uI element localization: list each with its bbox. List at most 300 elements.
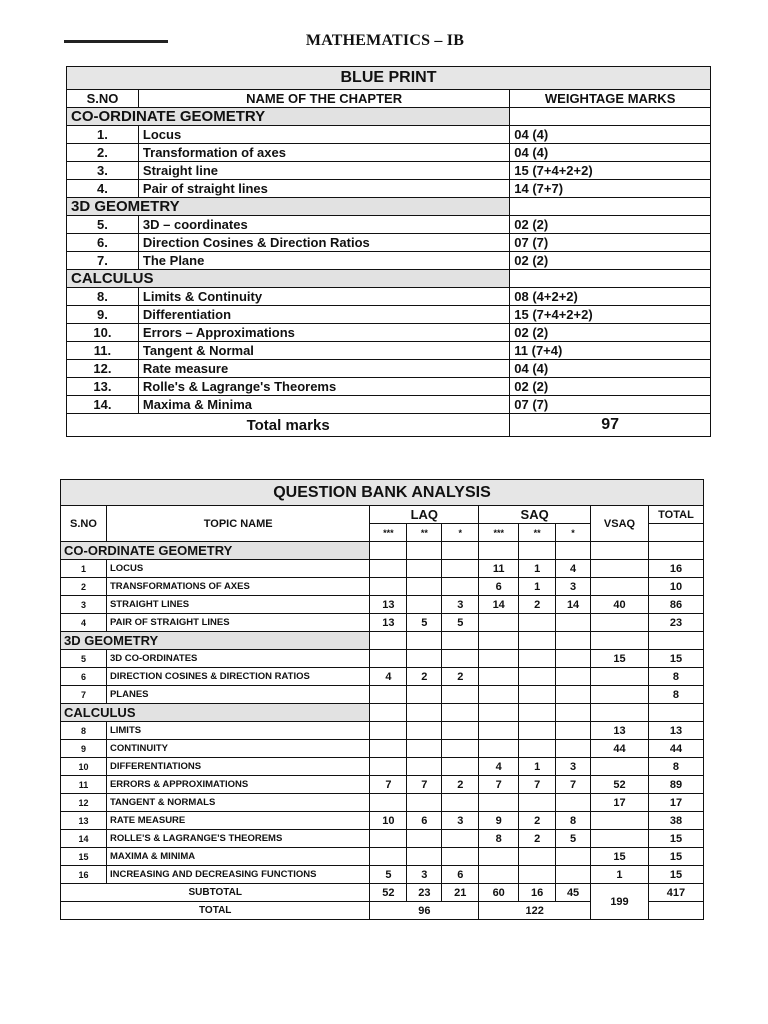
qb-laq2-value (407, 848, 442, 866)
qb-saq1-value (556, 668, 591, 686)
qb-laq1-value (442, 794, 479, 812)
chapter-row (67, 324, 711, 342)
qb-topic-name: INCREASING AND DECREASING FUNCTIONS (106, 866, 369, 884)
header-chapter: NAME OF THE CHAPTER (138, 90, 509, 108)
chapter-sno: 10. (67, 324, 139, 342)
qb-topic-name: MAXIMA & MINIMA (106, 848, 369, 866)
qb-topic-row (61, 686, 704, 704)
qb-saq3-value: 8 (479, 830, 519, 848)
subtotal-total: 417 (648, 884, 703, 902)
chapter-row (67, 234, 711, 252)
qb-laq3-value: 10 (370, 812, 407, 830)
qb-topic-row (61, 830, 704, 848)
qb-topic-sno: 14 (61, 830, 107, 848)
qb-saq2-value (519, 686, 556, 704)
saq-2-star-header: ** (519, 524, 556, 542)
chapter-marks: 04 (4) (510, 144, 711, 162)
qb-saq2-value: 1 (519, 758, 556, 776)
subtotal-saq2: 16 (519, 884, 556, 902)
chapter-sno: 14. (67, 396, 139, 414)
qb-laq3-value (370, 686, 407, 704)
qb-laq1-value (442, 578, 479, 596)
qb-saq1-value (556, 650, 591, 668)
qb-laq2-value: 7 (407, 776, 442, 794)
chapter-sno: 6. (67, 234, 139, 252)
qb-blank-cell (556, 704, 591, 722)
chapter-marks: 15 (7+4+2+2) (510, 306, 711, 324)
total-marks-label: Total marks (67, 414, 510, 437)
qb-blank-cell (442, 632, 479, 650)
qb-laq2-value: 5 (407, 614, 442, 632)
qb-topic-row (61, 866, 704, 884)
qb-topic-sno: 5 (61, 650, 107, 668)
section-row (67, 270, 711, 288)
chapter-marks: 02 (2) (510, 252, 711, 270)
chapter-row (67, 360, 711, 378)
qb-blank-cell (442, 704, 479, 722)
qb-topic-sno: 6 (61, 668, 107, 686)
laq-3-star-header: *** (370, 524, 407, 542)
chapter-row (67, 378, 711, 396)
chapter-sno: 9. (67, 306, 139, 324)
qb-saq2-value: 2 (519, 812, 556, 830)
qb-saq1-value: 3 (556, 578, 591, 596)
qb-saq3-value: 4 (479, 758, 519, 776)
qb-laq3-value: 7 (370, 776, 407, 794)
chapter-row (67, 216, 711, 234)
qb-laq1-value: 6 (442, 866, 479, 884)
chapter-row (67, 144, 711, 162)
qb-blank-cell (648, 704, 703, 722)
qb-blank-cell (370, 542, 407, 560)
chapter-marks: 11 (7+4) (510, 342, 711, 360)
qb-topic-row (61, 812, 704, 830)
qb-laq2-value (407, 794, 442, 812)
qb-vsaq-value: 15 (591, 848, 649, 866)
qb-saq1-value: 8 (556, 812, 591, 830)
qb-topic-sno: 1 (61, 560, 107, 578)
chapter-marks: 04 (4) (510, 360, 711, 378)
qb-topic-sno: 3 (61, 596, 107, 614)
qb-header-vsaq: VSAQ (591, 506, 649, 542)
qb-topic-sno: 15 (61, 848, 107, 866)
qb-saq2-value: 2 (519, 596, 556, 614)
qb-topic-sno: 16 (61, 866, 107, 884)
qb-total-value: 17 (648, 794, 703, 812)
qb-blank-cell (648, 632, 703, 650)
qb-saq3-value: 11 (479, 560, 519, 578)
qb-blank-cell (407, 632, 442, 650)
qb-blank-cell (370, 632, 407, 650)
qb-laq1-value: 3 (442, 596, 479, 614)
qb-saq3-value (479, 686, 519, 704)
header-rule (64, 40, 168, 43)
header-sno: S.NO (67, 90, 139, 108)
qb-laq1-value: 5 (442, 614, 479, 632)
qb-topic-name: LOCUS (106, 560, 369, 578)
qb-laq2-value (407, 740, 442, 758)
qb-saq2-value: 7 (519, 776, 556, 794)
qb-laq2-value: 6 (407, 812, 442, 830)
qb-topic-sno: 12 (61, 794, 107, 812)
chapter-name: Direction Cosines & Direction Ratios (138, 234, 509, 252)
qb-saq1-value (556, 740, 591, 758)
total-laq: 96 (370, 902, 479, 920)
qb-section-heading: CO-ORDINATE GEOMETRY (61, 542, 370, 560)
chapter-name: 3D – coordinates (138, 216, 509, 234)
qb-laq1-value (442, 758, 479, 776)
qb-laq1-value: 2 (442, 668, 479, 686)
chapter-name: Errors – Approximations (138, 324, 509, 342)
qb-vsaq-value (591, 686, 649, 704)
qb-header-total: TOTAL (648, 506, 703, 524)
qb-saq3-value: 7 (479, 776, 519, 794)
qb-vsaq-value (591, 668, 649, 686)
chapter-row (67, 162, 711, 180)
chapter-name: Limits & Continuity (138, 288, 509, 306)
qb-topic-row (61, 848, 704, 866)
qb-total-value: 15 (648, 866, 703, 884)
total-label: TOTAL (61, 902, 370, 920)
chapter-row (67, 342, 711, 360)
chapter-sno: 7. (67, 252, 139, 270)
qb-saq1-value: 3 (556, 758, 591, 776)
qb-blank-cell (556, 632, 591, 650)
qb-total-value: 10 (648, 578, 703, 596)
section-marks-blank (510, 270, 711, 288)
qb-saq3-value: 6 (479, 578, 519, 596)
qb-blank-cell (442, 542, 479, 560)
qb-total-value: 44 (648, 740, 703, 758)
qb-saq1-value (556, 866, 591, 884)
section-heading: CO-ORDINATE GEOMETRY (67, 108, 510, 126)
chapter-name: Straight line (138, 162, 509, 180)
qb-vsaq-value: 1 (591, 866, 649, 884)
qb-section-heading: 3D GEOMETRY (61, 632, 370, 650)
chapter-name: Rate measure (138, 360, 509, 378)
qb-topic-sno: 4 (61, 614, 107, 632)
header-marks: WEIGHTAGE MARKS (510, 90, 711, 108)
chapter-name: Differentiation (138, 306, 509, 324)
qb-topic-name: DIRECTION COSINES & DIRECTION RATIOS (106, 668, 369, 686)
qb-laq3-value (370, 650, 407, 668)
qb-topic-name: LIMITS (106, 722, 369, 740)
qb-total-value: 16 (648, 560, 703, 578)
qb-laq3-value (370, 740, 407, 758)
qb-header-sno: S.NO (61, 506, 107, 542)
qb-laq2-value (407, 596, 442, 614)
qb-total-value: 15 (648, 848, 703, 866)
qb-topic-name: ERRORS & APPROXIMATIONS (106, 776, 369, 794)
qb-saq2-value (519, 668, 556, 686)
qb-vsaq-value (591, 830, 649, 848)
qb-laq2-value: 3 (407, 866, 442, 884)
section-heading: 3D GEOMETRY (67, 198, 510, 216)
qb-laq1-value (442, 650, 479, 668)
qb-saq3-value (479, 794, 519, 812)
qb-saq2-value (519, 614, 556, 632)
chapter-sno: 12. (67, 360, 139, 378)
qb-topic-row (61, 758, 704, 776)
qb-laq3-value: 5 (370, 866, 407, 884)
chapter-name: Rolle's & Lagrange's Theorems (138, 378, 509, 396)
qb-laq2-value (407, 578, 442, 596)
laq-1-star-header: * (442, 524, 479, 542)
qb-vsaq-value: 40 (591, 596, 649, 614)
qb-total-value: 8 (648, 686, 703, 704)
qb-vsaq-value: 52 (591, 776, 649, 794)
qb-saq3-value (479, 740, 519, 758)
chapter-marks: 04 (4) (510, 126, 711, 144)
chapter-row (67, 306, 711, 324)
qb-topic-name: ROLLE'S & LAGRANGE'S THEOREMS (106, 830, 369, 848)
qb-topic-sno: 9 (61, 740, 107, 758)
qb-laq2-value: 2 (407, 668, 442, 686)
qb-topic-name: 3D CO-ORDINATES (106, 650, 369, 668)
qb-topic-row (61, 740, 704, 758)
qb-topic-row (61, 776, 704, 794)
chapter-row (67, 396, 711, 414)
qb-header-total-blank (648, 524, 703, 542)
saq-1-star-header: * (556, 524, 591, 542)
qb-vsaq-value (591, 560, 649, 578)
qb-laq3-value: 4 (370, 668, 407, 686)
chapter-row (67, 288, 711, 306)
qb-topic-row (61, 578, 704, 596)
qb-header-topic: TOPIC NAME (106, 506, 369, 542)
qb-laq2-value (407, 722, 442, 740)
chapter-row (67, 252, 711, 270)
qb-saq1-value (556, 794, 591, 812)
qb-saq3-value (479, 614, 519, 632)
qb-topic-row (61, 596, 704, 614)
total-marks-value: 97 (510, 414, 711, 437)
qb-saq3-value (479, 866, 519, 884)
qb-blank-cell (519, 542, 556, 560)
qb-topic-sno: 7 (61, 686, 107, 704)
qb-laq2-value (407, 758, 442, 776)
qb-saq2-value (519, 794, 556, 812)
qb-saq3-value (479, 722, 519, 740)
qb-laq1-value (442, 722, 479, 740)
qb-saq2-value (519, 722, 556, 740)
qb-saq2-value (519, 650, 556, 668)
qb-topic-name: TRANSFORMATIONS OF AXES (106, 578, 369, 596)
qb-saq2-value: 1 (519, 578, 556, 596)
qb-saq2-value (519, 866, 556, 884)
qb-laq3-value (370, 758, 407, 776)
qb-vsaq-value (591, 578, 649, 596)
chapter-name: The Plane (138, 252, 509, 270)
subtotal-laq2: 23 (407, 884, 442, 902)
qb-laq1-value: 3 (442, 812, 479, 830)
qb-total-value: 38 (648, 812, 703, 830)
qb-blank-cell (648, 542, 703, 560)
chapter-name: Tangent & Normal (138, 342, 509, 360)
qb-total-value: 23 (648, 614, 703, 632)
page-title: MATHEMATICS – IB (305, 32, 465, 49)
qb-laq3-value (370, 722, 407, 740)
qb-section-row (61, 632, 704, 650)
saq-3-star-header: *** (479, 524, 519, 542)
qb-saq1-value (556, 722, 591, 740)
qb-saq1-value: 5 (556, 830, 591, 848)
qb-section-heading: CALCULUS (61, 704, 370, 722)
qb-section-row (61, 704, 704, 722)
chapter-sno: 11. (67, 342, 139, 360)
qb-laq3-value (370, 830, 407, 848)
qb-saq2-value: 2 (519, 830, 556, 848)
qb-blank-cell (591, 542, 649, 560)
qb-total-value: 8 (648, 668, 703, 686)
qb-saq1-value (556, 614, 591, 632)
chapter-sno: 3. (67, 162, 139, 180)
qb-topic-name: DIFFERENTIATIONS (106, 758, 369, 776)
qb-laq3-value (370, 560, 407, 578)
chapter-sno: 13. (67, 378, 139, 396)
qb-saq1-value: 4 (556, 560, 591, 578)
section-heading: CALCULUS (67, 270, 510, 288)
chapter-marks: 15 (7+4+2+2) (510, 162, 711, 180)
subtotal-saq3: 60 (479, 884, 519, 902)
section-marks-blank (510, 108, 711, 126)
qb-saq2-value (519, 740, 556, 758)
qb-topic-name: PAIR OF STRAIGHT LINES (106, 614, 369, 632)
chapter-marks: 07 (7) (510, 396, 711, 414)
qb-saq3-value (479, 848, 519, 866)
laq-2-star-header: ** (407, 524, 442, 542)
subtotal-label: SUBTOTAL (61, 884, 370, 902)
chapter-name: Maxima & Minima (138, 396, 509, 414)
chapter-sno: 2. (67, 144, 139, 162)
qb-vsaq-value (591, 758, 649, 776)
qb-blank-cell (479, 632, 519, 650)
chapter-sno: 1. (67, 126, 139, 144)
qb-laq3-value (370, 794, 407, 812)
qb-saq2-value (519, 848, 556, 866)
qb-topic-sno: 2 (61, 578, 107, 596)
qb-saq1-value (556, 686, 591, 704)
qb-topic-sno: 8 (61, 722, 107, 740)
total-saq: 122 (479, 902, 591, 920)
qb-saq3-value (479, 650, 519, 668)
subtotal-laq1: 21 (442, 884, 479, 902)
qb-vsaq-value: 17 (591, 794, 649, 812)
chapter-name: Pair of straight lines (138, 180, 509, 198)
qb-total-value: 8 (648, 758, 703, 776)
qb-topic-row (61, 668, 704, 686)
qb-topic-name: CONTINUITY (106, 740, 369, 758)
qb-saq3-value: 14 (479, 596, 519, 614)
chapter-marks: 02 (2) (510, 216, 711, 234)
section-marks-blank (510, 198, 711, 216)
qb-laq1-value (442, 830, 479, 848)
qb-saq3-value: 9 (479, 812, 519, 830)
qb-topic-sno: 11 (61, 776, 107, 794)
qb-vsaq-value (591, 812, 649, 830)
subtotal-saq1: 45 (556, 884, 591, 902)
chapter-name: Locus (138, 126, 509, 144)
qb-blank-cell (556, 542, 591, 560)
qb-laq1-value: 2 (442, 776, 479, 794)
qb-saq3-value (479, 668, 519, 686)
chapter-sno: 5. (67, 216, 139, 234)
qb-total-value: 13 (648, 722, 703, 740)
chapter-name: Transformation of axes (138, 144, 509, 162)
chapter-marks: 02 (2) (510, 324, 711, 342)
qb-total-value: 15 (648, 650, 703, 668)
chapter-marks: 08 (4+2+2) (510, 288, 711, 306)
qb-laq2-value (407, 830, 442, 848)
qb-laq3-value (370, 578, 407, 596)
qb-saq2-value: 1 (519, 560, 556, 578)
qb-total-value: 86 (648, 596, 703, 614)
qb-blank-cell (479, 704, 519, 722)
qb-total-value: 15 (648, 830, 703, 848)
blueprint-title: BLUE PRINT (67, 67, 711, 90)
qb-laq3-value: 13 (370, 596, 407, 614)
qb-topic-name: RATE MEASURE (106, 812, 369, 830)
qb-saq1-value: 14 (556, 596, 591, 614)
qb-topic-name: TANGENT & NORMALS (106, 794, 369, 812)
qb-laq1-value (442, 848, 479, 866)
qb-total-value: 89 (648, 776, 703, 794)
chapter-sno: 8. (67, 288, 139, 306)
qb-topic-sno: 13 (61, 812, 107, 830)
qb-vsaq-value (591, 614, 649, 632)
chapter-sno: 4. (67, 180, 139, 198)
section-row (67, 108, 711, 126)
subtotal-vsaq: 199 (591, 884, 649, 920)
qb-laq3-value: 13 (370, 614, 407, 632)
qb-saq1-value: 7 (556, 776, 591, 794)
chapter-marks: 02 (2) (510, 378, 711, 396)
qb-laq1-value (442, 740, 479, 758)
qb-header-saq: SAQ (479, 506, 591, 524)
qb-laq2-value (407, 650, 442, 668)
qb-vsaq-value: 13 (591, 722, 649, 740)
qb-topic-row (61, 614, 704, 632)
qb-laq1-value (442, 686, 479, 704)
qb-section-row (61, 542, 704, 560)
qb-topic-row (61, 722, 704, 740)
qb-blank-cell (479, 542, 519, 560)
qb-laq3-value (370, 848, 407, 866)
qb-topic-name: STRAIGHT LINES (106, 596, 369, 614)
qb-laq2-value (407, 560, 442, 578)
qb-vsaq-value: 44 (591, 740, 649, 758)
chapter-marks: 14 (7+7) (510, 180, 711, 198)
qb-topic-name: PLANES (106, 686, 369, 704)
qb-laq2-value (407, 686, 442, 704)
section-row (67, 198, 711, 216)
chapter-row (67, 126, 711, 144)
total-blank (648, 902, 703, 920)
subtotal-laq3: 52 (370, 884, 407, 902)
qb-topic-row (61, 650, 704, 668)
qb-topic-row (61, 794, 704, 812)
qb-blank-cell (591, 704, 649, 722)
qb-blank-cell (407, 704, 442, 722)
qb-topic-sno: 10 (61, 758, 107, 776)
qb-header-laq: LAQ (370, 506, 479, 524)
blueprint-table (66, 66, 711, 437)
qb-blank-cell (370, 704, 407, 722)
qb-blank-cell (519, 632, 556, 650)
qb-topic-row (61, 560, 704, 578)
qb-saq1-value (556, 848, 591, 866)
qb-blank-cell (519, 704, 556, 722)
